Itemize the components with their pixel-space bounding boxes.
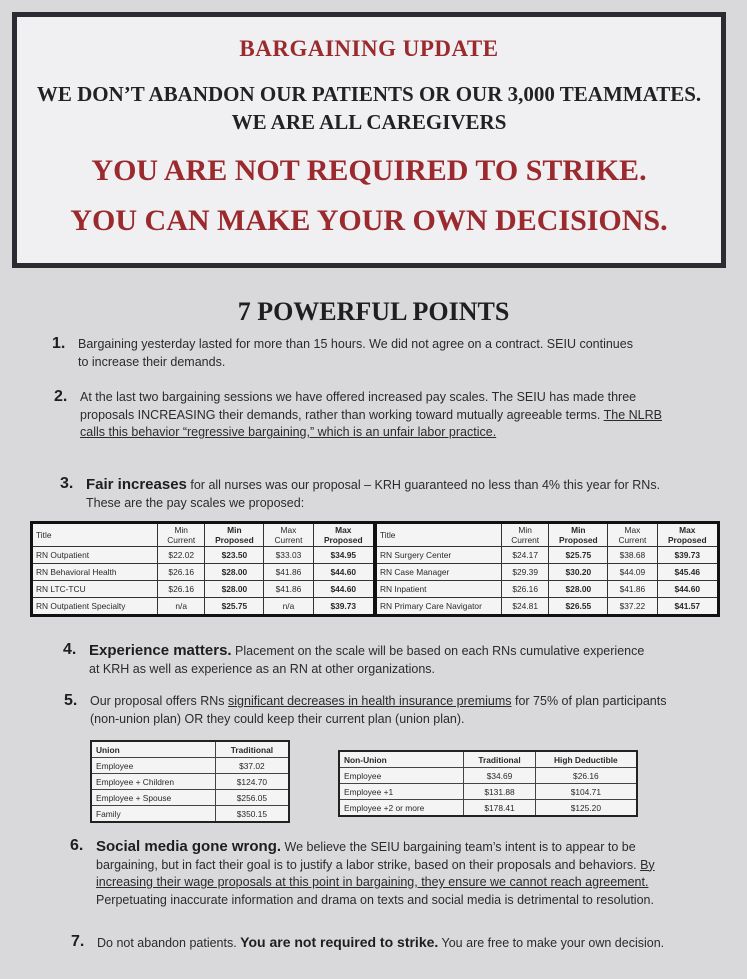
cell: $25.75 [549, 547, 608, 564]
cell-tier: Family [91, 806, 215, 823]
table-header-row [339, 751, 637, 768]
banner-line-caregivers: WE ARE ALL CAREGIVERS [231, 110, 507, 134]
cell: $25.75 [205, 598, 264, 616]
cell-premium: $104.71 [535, 784, 637, 800]
point-text: for 75% of plan participants (non-union plan) OR they could keep their current plan (union plan). [90, 694, 667, 726]
cell-premium: $34.69 [464, 768, 535, 784]
point-3 [60, 475, 662, 512]
header-traditional: Traditional [464, 751, 535, 768]
point-number: 7. [71, 933, 85, 950]
point-2 [54, 388, 678, 442]
table-row [91, 790, 289, 806]
cell-premium: $26.16 [535, 768, 637, 784]
cell-tier: Employee +1 [339, 784, 464, 800]
cell-premium: $350.15 [215, 806, 289, 823]
point-text: We believe the SEIU bargaining team’s intent is to appear to be bargaining, but in fact their goal is to justify a labor strike, based on their proposals and behaviors. [96, 840, 641, 872]
table-row [32, 564, 719, 581]
wage-proposal-statement: By increasing their wage proposals at this point in bargaining, they ensure we cannot reach agreement. [96, 857, 655, 889]
points-title: 7 POWERFUL POINTS [237, 297, 510, 326]
point-text: Our proposal offers RNs [90, 694, 229, 708]
point-lead: Experience matters. [89, 642, 232, 659]
header-traditional: Traditional [215, 741, 289, 758]
header-title: Title [32, 523, 158, 547]
cell-title: RN Case Manager [375, 564, 502, 581]
table-row [339, 768, 637, 784]
cell: $41.86 [264, 581, 313, 598]
header-high-deductible: High Deductible [535, 751, 637, 768]
point-text: Perpetuating inaccurate information and drama on texts and social media is detrimental to resolution. [96, 892, 654, 907]
pay-scale-table [30, 521, 720, 617]
table-row [339, 784, 637, 800]
table-row [339, 800, 637, 817]
point-number: 5. [64, 692, 78, 709]
premium-decrease: significant decreases in health insurance premiums [228, 694, 512, 708]
cell: $37.22 [608, 598, 657, 616]
header-max-proposed: Max Proposed [657, 523, 718, 547]
cell-title: RN Outpatient Specialty [32, 598, 158, 616]
nonunion-premium-table [338, 750, 638, 817]
cell: $44.60 [313, 581, 375, 598]
cell-title: RN LTC-TCU [32, 581, 158, 598]
table-row [32, 581, 719, 598]
table-row [91, 806, 289, 823]
point-number: 6. [70, 837, 84, 854]
banner-title: BARGAINING UPDATE [239, 36, 499, 61]
union-premium-table [90, 740, 290, 823]
cell-tier: Employee [339, 768, 464, 784]
cell: $41.57 [657, 598, 718, 616]
cell: $39.73 [657, 547, 718, 564]
table-row [91, 774, 289, 790]
cell: $33.03 [264, 547, 313, 564]
point-6 [70, 837, 666, 909]
header-min-current: Min Current [501, 523, 548, 547]
point-number: 2. [54, 388, 68, 405]
point-text: for all nurses was our proposal – KRH guaranteed no less than 4% this year for RNs. These are the pay scales we proposed: [86, 478, 661, 510]
point-7 [71, 933, 667, 953]
point-4 [63, 641, 649, 678]
header-max-proposed: Max Proposed [313, 523, 375, 547]
cell-tier: Employee + Spouse [91, 790, 215, 806]
cell: $29.39 [501, 564, 548, 581]
header-title: Title [375, 523, 502, 547]
cell: $26.55 [549, 598, 608, 616]
cell: n/a [264, 598, 313, 616]
cell-title: RN Primary Care Navigator [375, 598, 502, 616]
cell: $39.73 [313, 598, 375, 616]
banner-own-decisions: YOU CAN MAKE YOUR OWN DECISIONS. [70, 204, 668, 237]
cell-tier: Employee +2 or more [339, 800, 464, 817]
cell: $34.95 [313, 547, 375, 564]
header-min-proposed: Min Proposed [205, 523, 264, 547]
point-text: Do not abandon patients. [97, 936, 241, 950]
cell: $28.00 [549, 581, 608, 598]
cell: $26.16 [158, 564, 205, 581]
header-union: Union [91, 741, 215, 758]
cell-title: RN Surgery Center [375, 547, 502, 564]
cell-premium: $131.88 [464, 784, 535, 800]
cell-premium: $125.20 [535, 800, 637, 817]
cell-title: RN Behavioral Health [32, 564, 158, 581]
point-lead: Fair increases [86, 476, 187, 493]
nlrb-statement: The NLRB calls this behavior “regressive bargaining,” which is an unfair labor practice. [80, 407, 662, 439]
point-text: You are free to make your own decision. [438, 936, 665, 950]
cell: $30.20 [549, 564, 608, 581]
cell: $23.50 [205, 547, 264, 564]
point-number: 1. [52, 335, 66, 352]
cell: $44.60 [313, 564, 375, 581]
cell: $26.16 [501, 581, 548, 598]
header-max-current: Max Current [264, 523, 313, 547]
banner-not-required: YOU ARE NOT REQUIRED TO STRIKE. [91, 154, 647, 187]
point-text: Placement on the scale will be based on each RNs cumulative experience at KRH as well as experience as an RN at other organizations. [89, 644, 645, 676]
cell: n/a [158, 598, 205, 616]
banner-line-patients: WE DON’T ABANDON OUR PATIENTS OR OUR 3,000 TEAMMATES. [36, 82, 702, 106]
header-nonunion: Non-Union [339, 751, 464, 768]
cell: $22.02 [158, 547, 205, 564]
table-header-row [32, 523, 719, 547]
bargaining-banner [12, 12, 726, 268]
header-min-proposed: Min Proposed [549, 523, 608, 547]
cell-tier: Employee + Children [91, 774, 215, 790]
header-max-current: Max Current [608, 523, 657, 547]
point-number: 4. [63, 641, 77, 658]
table-row [32, 547, 719, 564]
not-required-emphasis: You are not required to strike. [240, 934, 439, 950]
point-lead: Social media gone wrong. [96, 838, 282, 855]
table-header-row [91, 741, 289, 758]
point-text: Bargaining yesterday lasted for more than 15 hours. We did not agree on a contract. SEIU continues to increase their demands. [78, 337, 633, 369]
cell: $24.17 [501, 547, 548, 564]
cell: $44.60 [657, 581, 718, 598]
cell: $26.16 [158, 581, 205, 598]
cell-title: RN Outpatient [32, 547, 158, 564]
cell: $44.09 [608, 564, 657, 581]
table-row [91, 758, 289, 774]
cell: $41.86 [264, 564, 313, 581]
cell: $38.68 [608, 547, 657, 564]
table-row [32, 598, 719, 616]
point-number: 3. [60, 475, 74, 492]
header-min-current: Min Current [158, 523, 205, 547]
cell-premium: $37.02 [215, 758, 289, 774]
cell: $45.46 [657, 564, 718, 581]
cell: $28.00 [205, 564, 264, 581]
cell: $41.86 [608, 581, 657, 598]
cell: $24.81 [501, 598, 548, 616]
cell: $28.00 [205, 581, 264, 598]
point-1 [52, 335, 638, 371]
point-5 [64, 692, 680, 728]
cell-title: RN Inpatient [375, 581, 502, 598]
point-text: At the last two bargaining sessions we have offered increased pay scales. The SEIU has made three proposals INCREASING their demands, rather than working toward mutually agreeable terms. [80, 390, 637, 422]
cell-tier: Employee [91, 758, 215, 774]
cell-premium: $124.70 [215, 774, 289, 790]
cell-premium: $178.41 [464, 800, 535, 817]
cell-premium: $256.05 [215, 790, 289, 806]
